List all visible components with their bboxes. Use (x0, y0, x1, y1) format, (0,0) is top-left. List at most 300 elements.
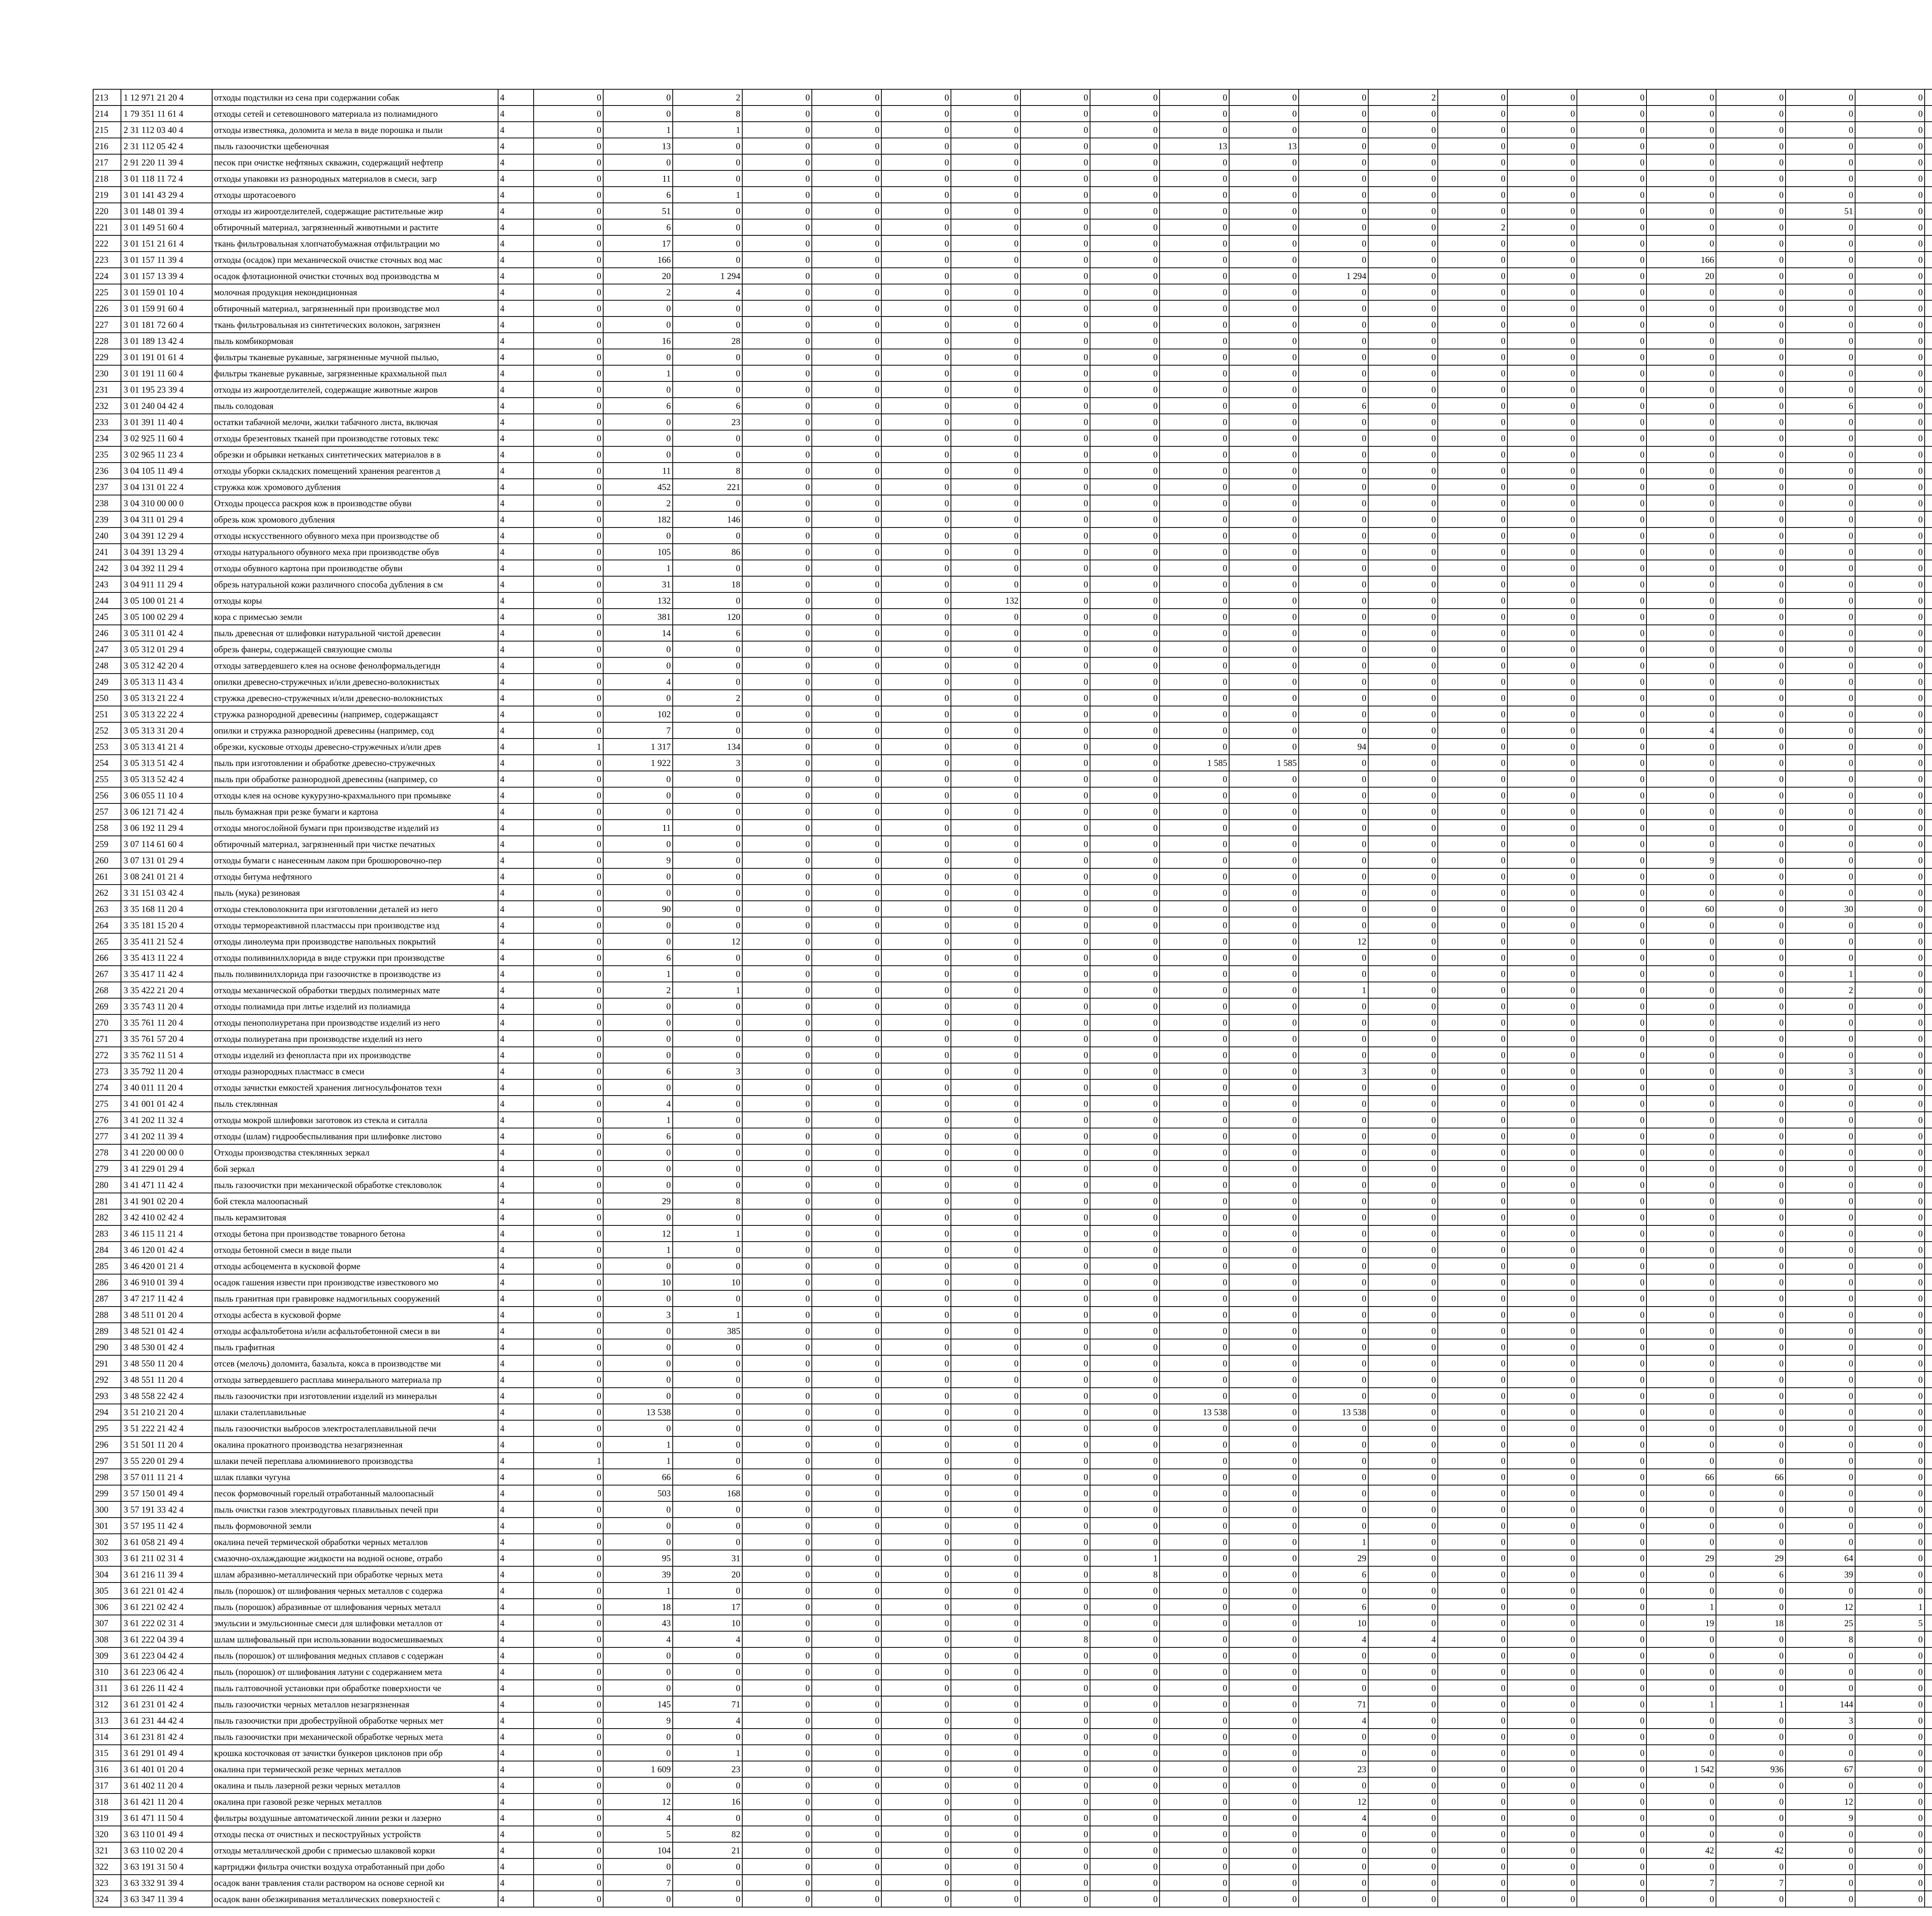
value-cell: 0 (742, 284, 812, 300)
value-cell: 0 (1786, 1875, 1855, 1891)
value-cell (1925, 560, 1932, 576)
value-cell: 0 (881, 1745, 951, 1761)
value-cell: 0 (1368, 1014, 1438, 1031)
value-cell: 0 (812, 1696, 881, 1712)
value-cell: 0 (534, 836, 603, 852)
value-cell: 0 (1577, 1664, 1646, 1680)
table-row (93, 949, 1932, 966)
value-cell: 0 (1646, 349, 1716, 365)
row-number-cell: 240 (93, 527, 121, 544)
value-cell: 0 (1438, 1501, 1507, 1518)
row-number-cell: 252 (93, 722, 121, 738)
table-row (93, 398, 1932, 414)
value-cell: 0 (1229, 511, 1299, 527)
value-cell: 0 (742, 187, 812, 203)
table-row (93, 1128, 1932, 1144)
value-cell: 0 (1507, 949, 1577, 966)
value-cell: 0 (1160, 219, 1229, 235)
table-row (93, 252, 1932, 268)
value-cell: 0 (1716, 1826, 1786, 1842)
value-cell: 0 (1229, 836, 1299, 852)
value-cell: 0 (1716, 1485, 1786, 1501)
value-cell: 0 (742, 690, 812, 706)
hazard-class-cell: 4 (498, 1615, 534, 1631)
value-cell: 0 (1646, 333, 1716, 349)
value-cell: 0 (603, 1647, 673, 1664)
value-cell: 0 (1368, 1404, 1438, 1420)
waste-name-cell: шлаки сталеплавильные (212, 1404, 498, 1420)
row-number-cell: 216 (93, 138, 121, 154)
value-cell: 4 (1299, 1631, 1368, 1647)
value-cell: 0 (1438, 381, 1507, 398)
value-cell: 0 (1577, 219, 1646, 235)
value-cell: 0 (951, 1793, 1020, 1810)
value-cell: 0 (1229, 576, 1299, 592)
value-cell: 0 (812, 722, 881, 738)
value-cell: 0 (1368, 1242, 1438, 1258)
value-cell: 0 (812, 1615, 881, 1631)
value-cell: 0 (881, 1842, 951, 1858)
value-cell: 0 (1160, 836, 1229, 852)
value-cell: 0 (1090, 252, 1160, 268)
value-cell: 0 (742, 495, 812, 511)
value-cell: 0 (742, 917, 812, 933)
value-cell: 0 (1229, 414, 1299, 430)
value-cell: 0 (1020, 138, 1090, 154)
value-cell: 0 (1507, 1810, 1577, 1826)
value-cell: 0 (1716, 1096, 1786, 1112)
value-cell: 0 (1577, 89, 1646, 105)
value-cell: 0 (1855, 1258, 1925, 1274)
value-cell: 0 (1716, 1599, 1786, 1615)
value-cell: 0 (1855, 284, 1925, 300)
value-cell: 0 (742, 1729, 812, 1745)
value-cell: 0 (1855, 1193, 1925, 1209)
value-cell (1925, 495, 1932, 511)
value-cell: 0 (1577, 852, 1646, 868)
value-cell: 0 (1646, 1144, 1716, 1160)
table-row (93, 1550, 1932, 1566)
value-cell: 0 (951, 1599, 1020, 1615)
value-cell: 0 (1855, 1404, 1925, 1420)
value-cell: 0 (1090, 1128, 1160, 1144)
value-cell: 0 (1160, 1518, 1229, 1534)
value-cell: 0 (1855, 138, 1925, 154)
value-cell: 0 (534, 998, 603, 1014)
value-cell: 0 (881, 252, 951, 268)
value-cell: 0 (742, 1177, 812, 1193)
waste-name-cell: отходы (шлам) гидрообеспыливания при шлифовке листово (212, 1128, 498, 1144)
fkko-code-cell: 3 41 901 02 20 4 (121, 1193, 212, 1209)
value-cell: 0 (534, 463, 603, 479)
value-cell: 0 (951, 722, 1020, 738)
waste-name-cell: окалина при газовой резке черных металлов (212, 1793, 498, 1810)
value-cell: 0 (812, 1209, 881, 1225)
value-cell: 0 (1507, 625, 1577, 641)
value-cell: 0 (812, 105, 881, 122)
value-cell: 0 (812, 203, 881, 219)
value-cell: 0 (1090, 187, 1160, 203)
waste-name-cell: отходы полиамида при литье изделий из полиамида (212, 998, 498, 1014)
value-cell: 0 (742, 1647, 812, 1664)
value-cell: 0 (603, 446, 673, 463)
hazard-class-cell: 4 (498, 1209, 534, 1225)
value-cell: 0 (1786, 219, 1855, 235)
value-cell: 0 (1020, 1290, 1090, 1307)
value-cell: 0 (603, 787, 673, 803)
waste-name-cell: пыль графитная (212, 1339, 498, 1355)
value-cell: 0 (1020, 1063, 1090, 1079)
value-cell: 0 (1786, 1323, 1855, 1339)
value-cell: 0 (1368, 933, 1438, 949)
value-cell: 0 (1090, 284, 1160, 300)
value-cell: 0 (1786, 1826, 1855, 1842)
value-cell: 0 (534, 398, 603, 414)
value-cell: 0 (1160, 1420, 1229, 1436)
value-cell (1925, 1501, 1932, 1518)
value-cell: 0 (1577, 170, 1646, 187)
value-cell: 0 (1507, 1404, 1577, 1420)
value-cell: 452 (603, 479, 673, 495)
value-cell: 0 (1577, 1209, 1646, 1225)
value-cell: 0 (1368, 1501, 1438, 1518)
value-cell: 0 (1160, 1128, 1229, 1144)
value-cell: 0 (1855, 219, 1925, 235)
value-cell: 0 (1020, 1891, 1090, 1907)
value-cell: 0 (1507, 511, 1577, 527)
value-cell: 0 (812, 1777, 881, 1793)
value-cell: 0 (881, 1891, 951, 1907)
value-cell: 0 (1577, 187, 1646, 203)
value-cell: 0 (1855, 771, 1925, 787)
value-cell: 0 (881, 1404, 951, 1420)
value-cell: 0 (1716, 365, 1786, 381)
hazard-class-cell: 4 (498, 1680, 534, 1696)
value-cell: 0 (1090, 495, 1160, 511)
value-cell (1925, 333, 1932, 349)
hazard-class-cell: 4 (498, 933, 534, 949)
value-cell: 0 (742, 1745, 812, 1761)
value-cell: 1 (673, 982, 742, 998)
value-cell: 6 (603, 1063, 673, 1079)
value-cell: 0 (1507, 349, 1577, 365)
value-cell: 3 (673, 1063, 742, 1079)
value-cell: 0 (1716, 787, 1786, 803)
value-cell: 0 (673, 1729, 742, 1745)
value-cell: 0 (1229, 1793, 1299, 1810)
value-cell: 0 (1646, 1566, 1716, 1582)
value-cell: 0 (1368, 1550, 1438, 1566)
value-cell (1925, 544, 1932, 560)
value-cell: 0 (673, 1664, 742, 1680)
value-cell: 0 (812, 836, 881, 852)
value-cell: 0 (742, 998, 812, 1014)
fkko-code-cell: 3 48 521 01 42 4 (121, 1323, 212, 1339)
value-cell: 0 (1716, 998, 1786, 1014)
value-cell: 29 (1716, 1550, 1786, 1566)
value-cell: 0 (1507, 641, 1577, 657)
value-cell: 0 (1160, 446, 1229, 463)
value-cell: 0 (1020, 966, 1090, 982)
table-row (93, 203, 1932, 219)
value-cell: 0 (1160, 1193, 1229, 1209)
value-cell: 0 (1229, 89, 1299, 105)
value-cell: 0 (1368, 463, 1438, 479)
waste-name-cell: отходы разнородных пластмасс в смеси (212, 1063, 498, 1079)
value-cell: 0 (1855, 803, 1925, 820)
value-cell: 0 (1299, 219, 1368, 235)
value-cell (1925, 1664, 1932, 1680)
value-cell: 0 (951, 576, 1020, 592)
value-cell: 0 (881, 1534, 951, 1550)
value-cell: 0 (1438, 787, 1507, 803)
value-cell: 0 (1786, 933, 1855, 949)
value-cell: 0 (1020, 1875, 1090, 1891)
value-cell: 0 (673, 1096, 742, 1112)
fkko-code-cell: 3 46 910 01 39 4 (121, 1274, 212, 1290)
value-cell: 4 (603, 1810, 673, 1826)
value-cell: 0 (812, 1664, 881, 1680)
value-cell: 0 (1507, 1258, 1577, 1274)
value-cell: 0 (1438, 1079, 1507, 1096)
row-number-cell: 235 (93, 446, 121, 463)
waste-name-cell: отходы бетона при производстве товарного бетона (212, 1225, 498, 1242)
waste-name-cell: осадок ванн обезжиривания металлических поверхностей с (212, 1891, 498, 1907)
value-cell: 1 (603, 1453, 673, 1469)
value-cell (1925, 187, 1932, 203)
value-cell: 0 (951, 787, 1020, 803)
value-cell: 0 (951, 284, 1020, 300)
value-cell: 0 (534, 122, 603, 138)
table-row (93, 1729, 1932, 1745)
value-cell: 0 (1577, 1501, 1646, 1518)
waste-name-cell: обрезь кож хромового дубления (212, 511, 498, 527)
value-cell: 0 (881, 933, 951, 949)
value-cell: 0 (1090, 1826, 1160, 1842)
value-cell: 0 (1090, 820, 1160, 836)
value-cell: 0 (1020, 625, 1090, 641)
value-cell: 0 (881, 1160, 951, 1177)
value-cell (1925, 414, 1932, 430)
value-cell: 0 (1716, 852, 1786, 868)
value-cell: 0 (1090, 982, 1160, 998)
value-cell: 0 (1438, 1826, 1507, 1842)
waste-name-cell: пыль при обработке разнородной древесины (например, со (212, 771, 498, 787)
value-cell: 0 (1855, 885, 1925, 901)
waste-name-cell: отходы уборки складских помещений хранения реагентов д (212, 463, 498, 479)
value-cell: 0 (673, 868, 742, 885)
table-row (93, 1793, 1932, 1810)
value-cell: 6 (1299, 1599, 1368, 1615)
value-cell: 0 (1368, 868, 1438, 885)
value-cell (1925, 105, 1932, 122)
value-cell: 0 (1090, 1729, 1160, 1745)
value-cell: 0 (881, 1485, 951, 1501)
value-cell: 0 (1229, 1307, 1299, 1323)
value-cell: 0 (1716, 89, 1786, 105)
value-cell: 0 (534, 235, 603, 252)
value-cell: 0 (881, 755, 951, 771)
value-cell: 0 (1438, 560, 1507, 576)
value-cell: 0 (881, 917, 951, 933)
value-cell: 0 (812, 414, 881, 430)
value-cell: 0 (1438, 1339, 1507, 1355)
value-cell: 1 294 (673, 268, 742, 284)
value-cell: 0 (1368, 1420, 1438, 1436)
value-cell: 0 (1716, 1177, 1786, 1193)
hazard-class-cell: 4 (498, 1193, 534, 1209)
value-cell: 0 (1299, 1420, 1368, 1436)
value-cell (1925, 446, 1932, 463)
value-cell: 0 (1786, 836, 1855, 852)
value-cell: 0 (1368, 1729, 1438, 1745)
value-cell: 0 (1786, 511, 1855, 527)
value-cell: 0 (1716, 1144, 1786, 1160)
value-cell: 0 (1786, 690, 1855, 706)
value-cell: 0 (1368, 1875, 1438, 1891)
value-cell: 0 (1438, 1047, 1507, 1063)
value-cell: 0 (1368, 1079, 1438, 1096)
value-cell: 0 (881, 414, 951, 430)
table-row (93, 316, 1932, 333)
row-number-cell: 269 (93, 998, 121, 1014)
value-cell: 0 (1020, 89, 1090, 105)
value-cell: 12 (673, 933, 742, 949)
value-cell: 0 (603, 1745, 673, 1761)
value-cell: 0 (1646, 1793, 1716, 1810)
value-cell: 0 (881, 1371, 951, 1388)
value-cell: 0 (603, 1501, 673, 1518)
table-row (93, 1404, 1932, 1420)
value-cell: 0 (1299, 1290, 1368, 1307)
value-cell: 0 (1577, 414, 1646, 430)
value-cell: 0 (1855, 1793, 1925, 1810)
waste-name-cell: пыль (порошок) от шлифования черных металлов с содержа (212, 1582, 498, 1599)
value-cell: 0 (1646, 1209, 1716, 1225)
table-row (93, 836, 1932, 852)
value-cell: 0 (951, 1647, 1020, 1664)
waste-name-cell: пыль газоочистки черных металлов незагрязненная (212, 1696, 498, 1712)
value-cell: 0 (534, 787, 603, 803)
value-cell: 0 (673, 1891, 742, 1907)
value-cell: 0 (673, 316, 742, 333)
table-row (93, 820, 1932, 836)
row-number-cell: 280 (93, 1177, 121, 1193)
value-cell: 0 (534, 1242, 603, 1258)
value-cell: 0 (1229, 1534, 1299, 1550)
value-cell: 42 (1646, 1842, 1716, 1858)
value-cell: 4 (1646, 722, 1716, 738)
value-cell: 0 (1020, 284, 1090, 300)
value-cell: 0 (1646, 820, 1716, 836)
value-cell: 0 (1368, 803, 1438, 820)
value-cell (1925, 998, 1932, 1014)
fkko-code-cell: 2 91 220 11 39 4 (121, 154, 212, 170)
waste-name-cell: Отходы производства стеклянных зеркал (212, 1144, 498, 1160)
value-cell: 0 (1507, 1647, 1577, 1664)
value-cell: 0 (1855, 1031, 1925, 1047)
value-cell: 0 (1786, 1891, 1855, 1907)
value-cell: 0 (1646, 998, 1716, 1014)
hazard-class-cell: 4 (498, 1112, 534, 1128)
value-cell: 0 (1090, 1501, 1160, 1518)
value-cell: 0 (673, 1810, 742, 1826)
value-cell: 0 (1507, 1712, 1577, 1729)
value-cell: 0 (1368, 1582, 1438, 1599)
value-cell: 0 (951, 1420, 1020, 1436)
value-cell: 0 (1160, 1242, 1229, 1258)
value-cell: 0 (1020, 982, 1090, 998)
value-cell (1925, 1453, 1932, 1469)
value-cell: 0 (812, 1128, 881, 1144)
table-row (93, 544, 1932, 560)
value-cell: 0 (1020, 885, 1090, 901)
value-cell: 12 (1299, 1793, 1368, 1810)
value-cell: 0 (534, 1712, 603, 1729)
waste-name-cell: обтирочный материал, загрязненный при производстве мол (212, 300, 498, 316)
waste-name-cell: стружка древесно-стружечных и/или древесно-волокнистых (212, 690, 498, 706)
value-cell: 0 (951, 982, 1020, 998)
value-cell: 0 (1160, 1079, 1229, 1096)
hazard-class-cell: 4 (498, 1063, 534, 1079)
value-cell: 0 (534, 1761, 603, 1777)
table-row (93, 1307, 1932, 1323)
value-cell: 0 (1090, 333, 1160, 349)
row-number-cell: 264 (93, 917, 121, 933)
value-cell: 0 (1160, 300, 1229, 316)
row-number-cell: 321 (93, 1842, 121, 1858)
value-cell: 0 (1160, 706, 1229, 722)
value-cell: 0 (1855, 1664, 1925, 1680)
value-cell (1925, 901, 1932, 917)
value-cell: 0 (951, 1339, 1020, 1355)
fkko-code-cell: 3 08 241 01 21 4 (121, 868, 212, 885)
value-cell: 0 (812, 122, 881, 138)
waste-name-cell: отходы металлической дроби с примесью шлаковой корки (212, 1842, 498, 1858)
waste-data-table (93, 89, 1932, 1907)
value-cell: 0 (1786, 609, 1855, 625)
value-cell: 0 (881, 787, 951, 803)
value-cell: 0 (673, 252, 742, 268)
waste-name-cell: шлам абразивно-металлический при обработке черных мета (212, 1566, 498, 1582)
value-cell: 0 (1786, 105, 1855, 122)
value-cell: 0 (951, 252, 1020, 268)
value-cell: 0 (534, 1599, 603, 1615)
value-cell: 0 (1786, 592, 1855, 609)
value-cell: 0 (742, 138, 812, 154)
value-cell: 1 (603, 1242, 673, 1258)
value-cell: 1 922 (603, 755, 673, 771)
value-cell: 0 (534, 1096, 603, 1112)
value-cell: 0 (534, 187, 603, 203)
waste-name-cell: отходы клея на основе кукурузно-крахмального при промывке (212, 787, 498, 803)
value-cell: 1 (603, 122, 673, 138)
value-cell: 0 (1229, 1193, 1299, 1209)
value-cell: 0 (1020, 706, 1090, 722)
fkko-code-cell: 3 48 511 01 20 4 (121, 1307, 212, 1323)
waste-name-cell: отходы асбоцемента в кусковой форме (212, 1258, 498, 1274)
fkko-code-cell: 3 01 189 13 42 4 (121, 333, 212, 349)
value-cell (1925, 820, 1932, 836)
value-cell: 0 (1855, 1177, 1925, 1193)
value-cell: 0 (673, 1420, 742, 1436)
value-cell: 0 (1229, 219, 1299, 235)
value-cell: 0 (1020, 1680, 1090, 1696)
value-cell: 0 (1160, 398, 1229, 414)
value-cell: 0 (812, 511, 881, 527)
fkko-code-cell: 3 57 011 11 21 4 (121, 1469, 212, 1485)
value-cell: 0 (1020, 1615, 1090, 1631)
